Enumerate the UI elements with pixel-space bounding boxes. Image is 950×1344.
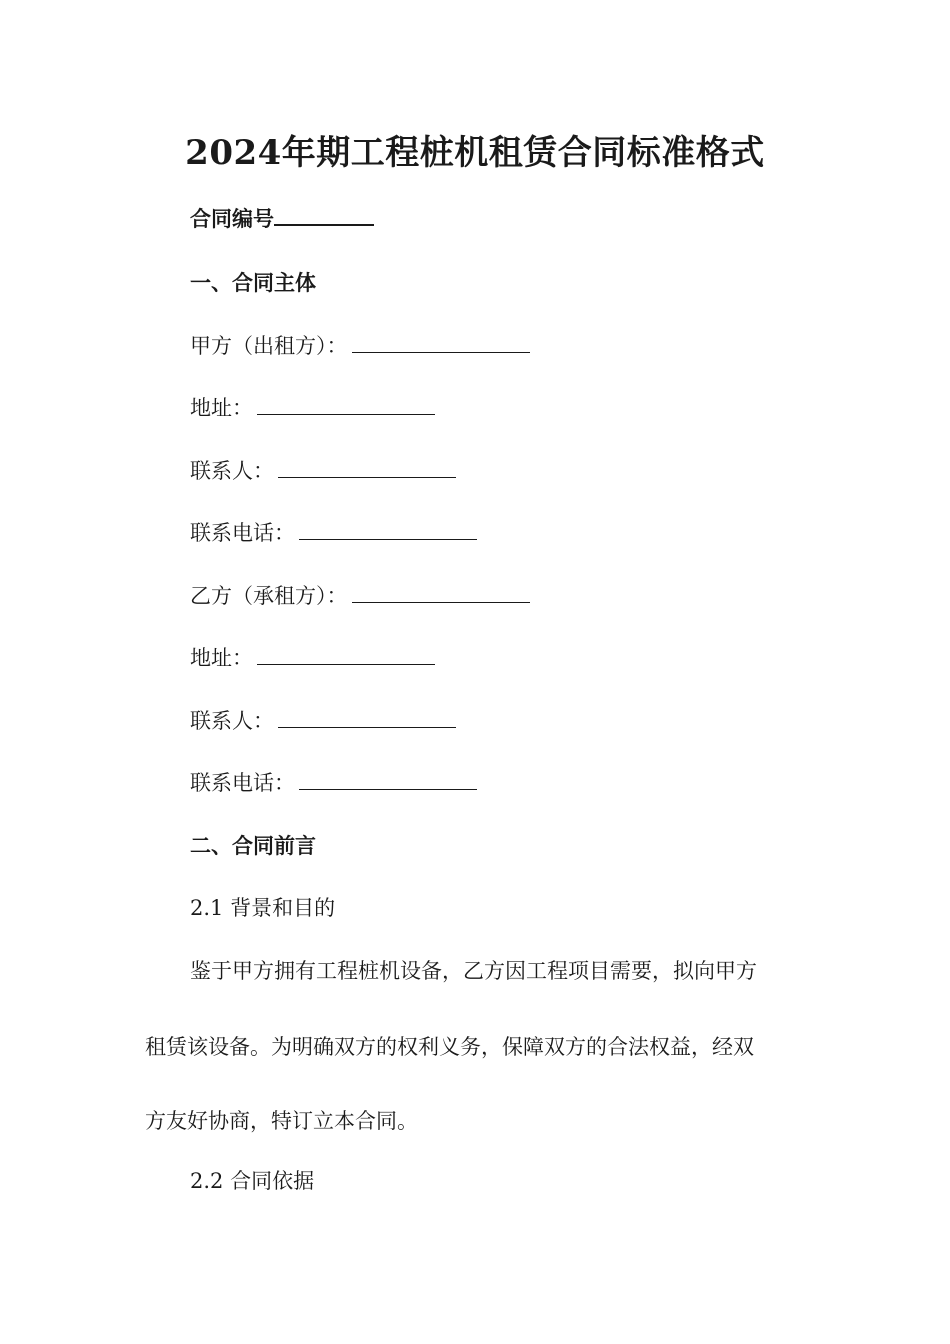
- party-b-phone-blank: [299, 775, 477, 790]
- party-a-contact-blank: [278, 463, 456, 478]
- party-a-phone-label: 联系电话：: [190, 521, 295, 545]
- clause-2-1-heading: 2.1 背景和目的: [190, 896, 336, 920]
- party-b-row: [190, 581, 530, 611]
- party-b-address-blank: [257, 650, 435, 665]
- party-a-contact-label: 联系人：: [190, 459, 274, 483]
- party-a-phone-blank: [299, 525, 477, 540]
- section-2-heading: 二、合同前言: [190, 833, 316, 858]
- party-a-contact-row: [190, 456, 456, 486]
- party-a-address-row: [190, 393, 435, 423]
- contract-number-label: 合同编号: [190, 206, 274, 231]
- paragraph-line: 租赁该设备。为明确双方的权利义务，保障双方的合法权益，经双: [145, 1035, 754, 1059]
- party-b-address-row: [190, 643, 435, 673]
- party-b-contact-label: 联系人：: [190, 709, 274, 733]
- paragraph-line: 方友好协商，特订立本合同。: [145, 1109, 418, 1133]
- party-a-address-blank: [257, 400, 435, 415]
- party-b-contact-row: [190, 706, 456, 736]
- party-a-address-label: 地址：: [190, 396, 253, 420]
- contract-number-row: [190, 204, 374, 234]
- party-a-phone-row: [190, 518, 477, 548]
- party-b-phone-label: 联系电话：: [190, 771, 295, 795]
- section-1-heading: 一、合同主体: [190, 270, 316, 295]
- paragraph-line: 鉴于甲方拥有工程桩机设备，乙方因工程项目需要，拟向甲方: [190, 959, 757, 983]
- party-b-label: 乙方（承租方）：: [190, 584, 348, 608]
- contract-number-blank: [274, 206, 374, 226]
- document-title: 2024年期工程桩机租赁合同标准格式: [185, 133, 765, 173]
- party-b-phone-row: [190, 768, 477, 798]
- party-a-row: [190, 331, 530, 361]
- party-b-address-label: 地址：: [190, 646, 253, 670]
- party-b-contact-blank: [278, 713, 456, 728]
- party-a-label: 甲方（出租方）：: [190, 334, 348, 358]
- clause-2-2-heading: 2.2 合同依据: [190, 1169, 315, 1193]
- party-b-blank: [352, 588, 530, 603]
- party-a-blank: [352, 338, 530, 353]
